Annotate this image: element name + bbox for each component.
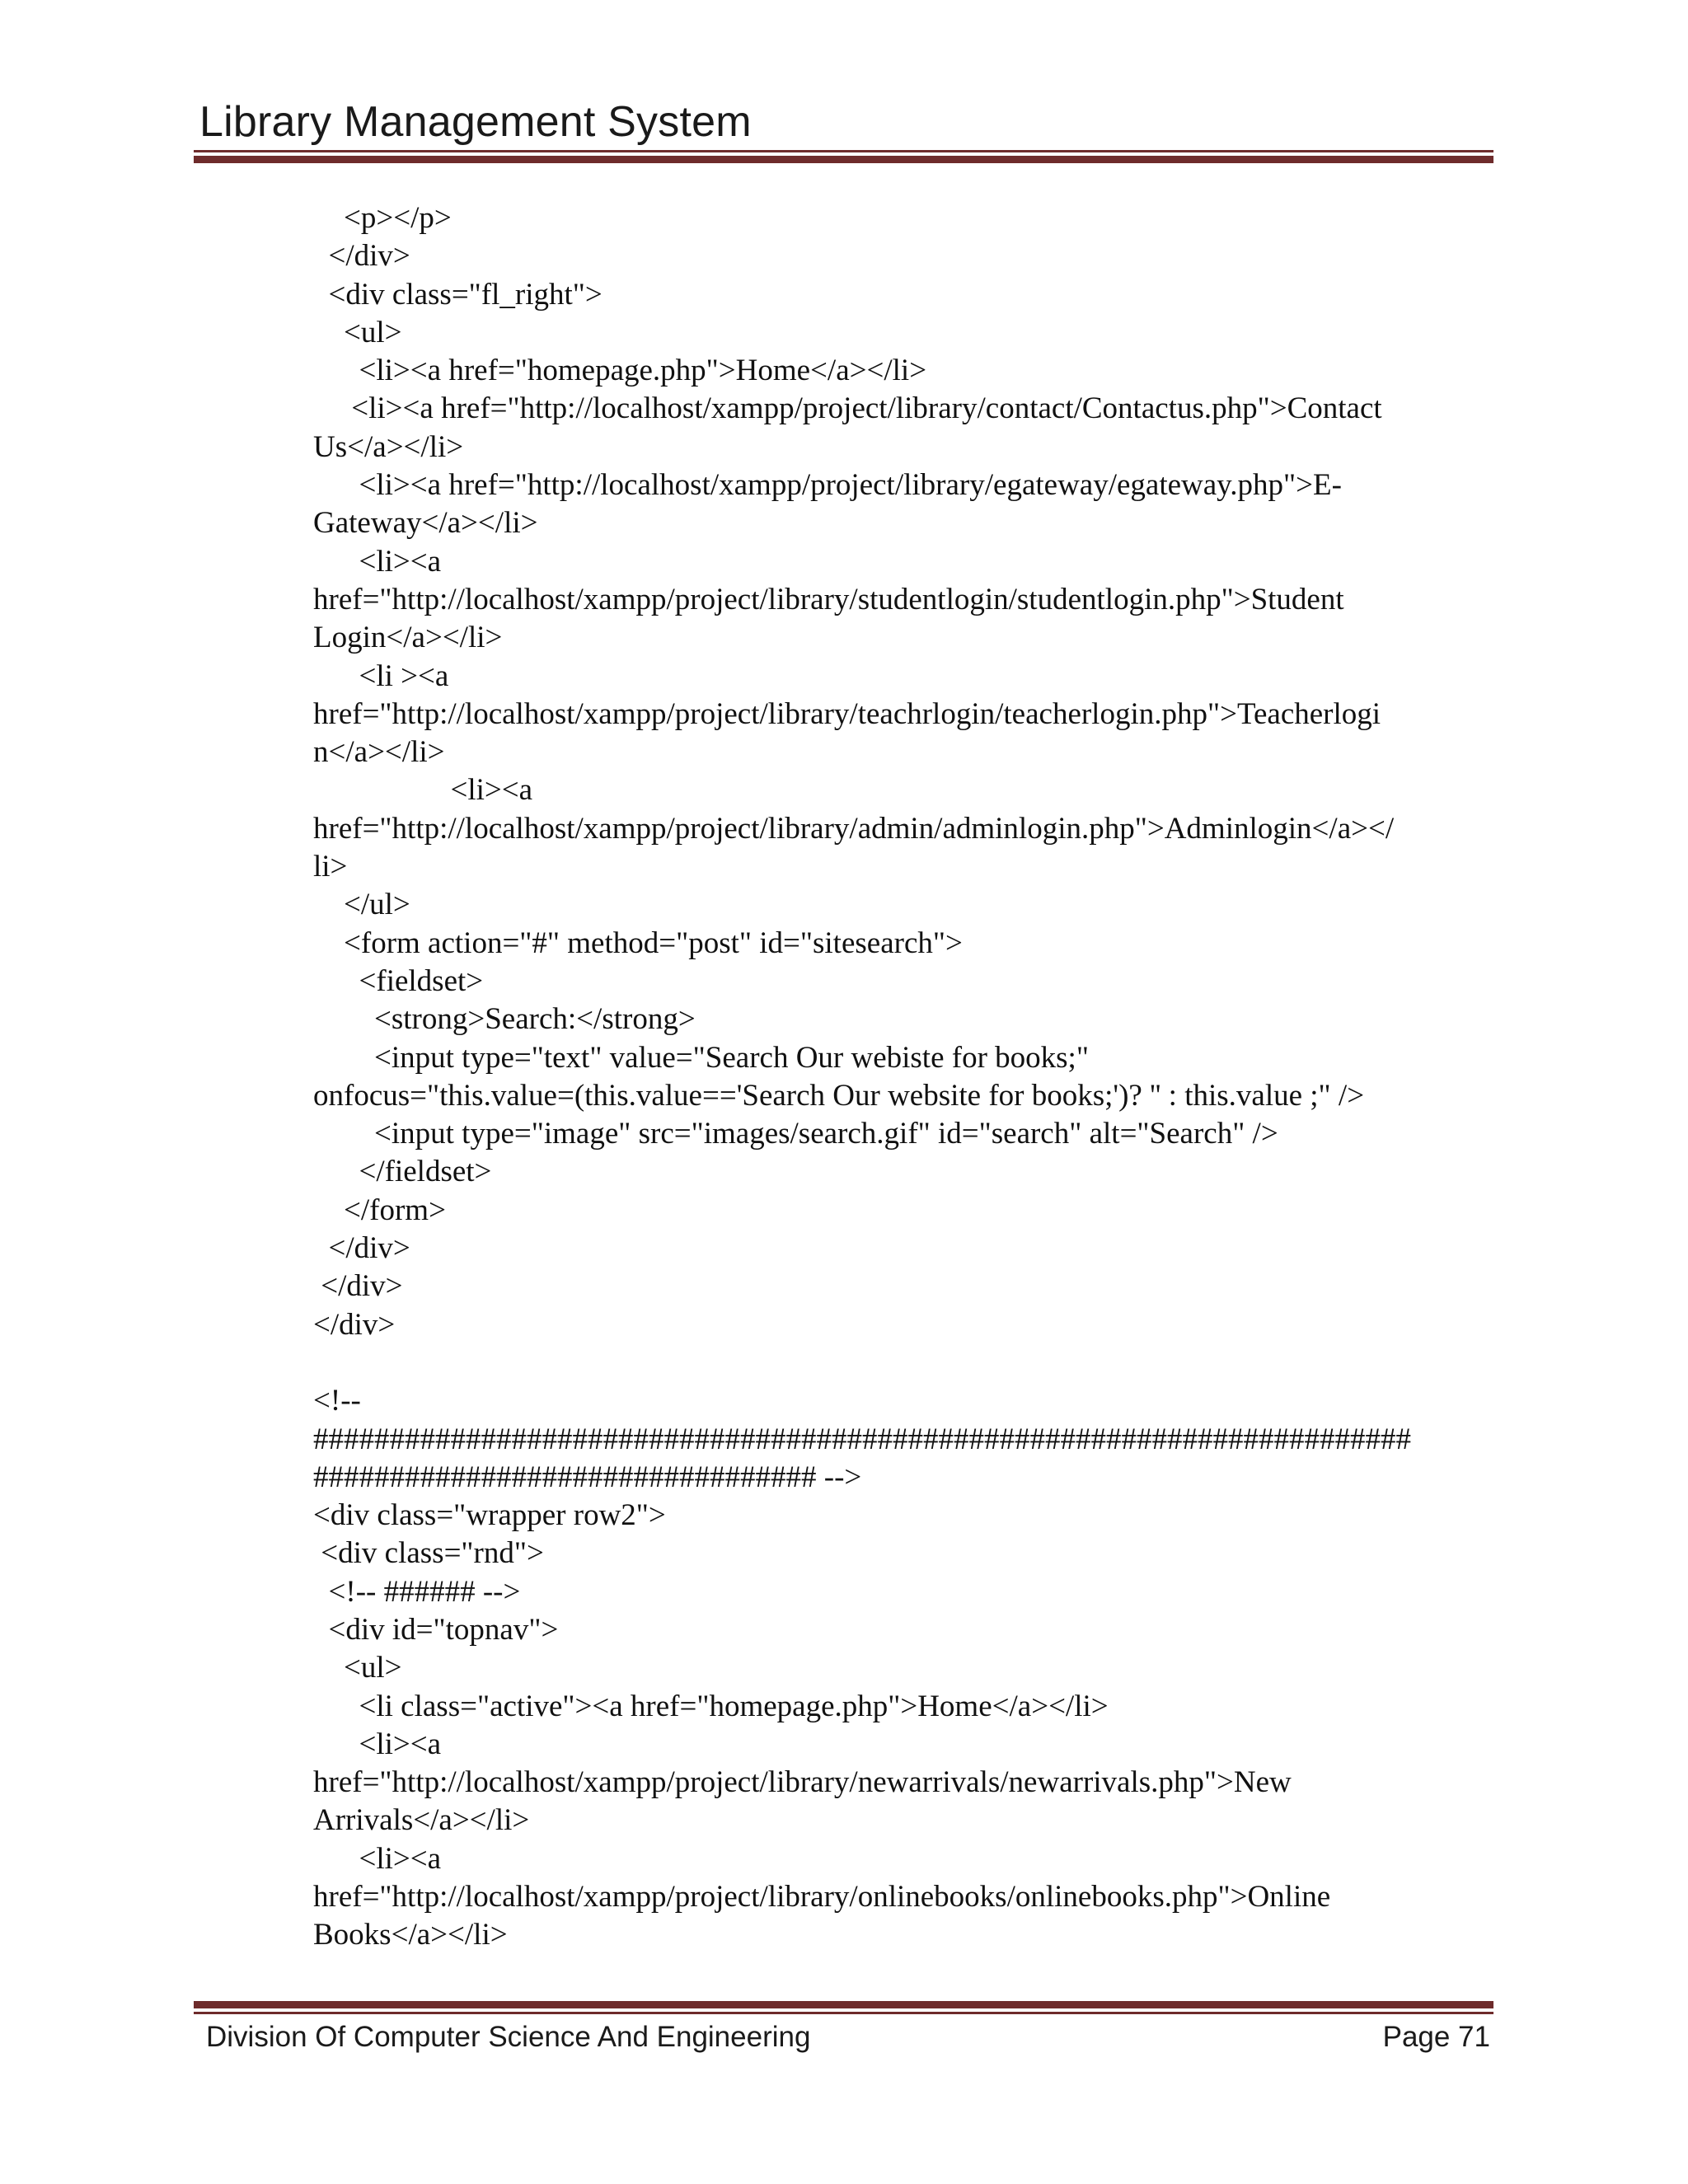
code-line: href="http://localhost/xampp/project/library/onlinebooks/onlinebooks.php">Online (313, 1880, 1331, 1915)
code-line: <li><a (313, 1727, 442, 1761)
code-line: <ul> (313, 315, 402, 349)
code-line: <input type="text" value="Search Our webiste for books;" (313, 1040, 1089, 1075)
code-line: </div> (313, 1307, 396, 1342)
code-line: </ul> (313, 888, 410, 922)
code-line: </div> (313, 1231, 410, 1266)
code-line: Us</a></li> (313, 429, 464, 464)
code-line: <li><a (313, 1841, 442, 1876)
code-line: <li><a href="homepage.php">Home</a></li> (313, 354, 927, 388)
code-line: href="http://localhost/xampp/project/library/newarrivals/newarrivals.php">New (313, 1765, 1292, 1800)
code-line: href="http://localhost/xampp/project/library/admin/adminlogin.php">Adminlogin</a></ (313, 811, 1395, 846)
code-line: <li><a href="http://localhost/xampp/project/library/contact/Contactus.php">Contact (313, 391, 1382, 426)
code-line: <!-- (313, 1384, 361, 1418)
code-line: li> (313, 850, 348, 884)
code-line: onfocus="this.value=(this.value=='Search Our website for books;')? '' : this.value ;" /> (313, 1078, 1365, 1113)
footer-rule-thin (194, 2012, 1493, 2014)
code-line: </fieldset> (313, 1155, 492, 1189)
code-line: <ul> (313, 1651, 402, 1685)
page-header-title: Library Management System (199, 98, 752, 146)
code-line: <li class="active"><a href="homepage.php">Home</a></li> (313, 1689, 1109, 1723)
code-line: <div id="topnav"> (313, 1612, 559, 1647)
code-line: <!-- ###### --> (313, 1574, 521, 1609)
code-line: Login</a></li> (313, 621, 503, 655)
footer-page-number: Page 71 (1382, 2021, 1490, 2053)
header-rule-thick (194, 156, 1493, 163)
code-line: <form action="#" method="post" id="sitesearch"> (313, 926, 963, 960)
header-rule-thin (194, 150, 1493, 152)
code-line: href="http://localhost/xampp/project/library/studentlogin/studentlogin.php">Student (313, 582, 1344, 616)
footer-division: Division Of Computer Science And Engineering (206, 2021, 811, 2053)
code-line: <div class="fl_right"> (313, 277, 603, 312)
code-line: href="http://localhost/xampp/project/library/teachrlogin/teacherlogin.php">Teacherlogi (313, 696, 1381, 731)
code-line: <strong>Search:</strong> (313, 1002, 696, 1037)
code-line: Gateway</a></li> (313, 506, 538, 541)
code-line: <li><a (313, 544, 442, 579)
code-line: </div> (313, 1269, 403, 1304)
code-listing (313, 199, 1492, 1955)
code-line: Arrivals</a></li> (313, 1803, 530, 1838)
code-line: n</a></li> (313, 735, 445, 770)
footer-rule-thick (194, 2001, 1493, 2008)
code-line: <li ><a (313, 658, 449, 693)
code-line: <li><a (313, 773, 533, 808)
code-line: <div class="wrapper row2"> (313, 1498, 666, 1533)
code-line: ################################# --> (313, 1460, 862, 1494)
code-line (313, 1344, 1492, 1382)
code-line: Books</a></li> (313, 1918, 508, 1952)
code-line: </form> (313, 1193, 446, 1227)
code-line: <li><a href="http://localhost/xampp/project/library/egateway/egateway.php">E- (313, 468, 1342, 503)
code-line: <input type="image" src="images/search.gif" id="search" alt="Search" /> (313, 1117, 1278, 1151)
code-line: <fieldset> (313, 963, 484, 998)
code-line: ######################################################################## (313, 1422, 1411, 1456)
code-line: <p></p> (313, 201, 452, 235)
code-line: </div> (313, 239, 410, 274)
code-line: <div class="rnd"> (313, 1536, 544, 1571)
